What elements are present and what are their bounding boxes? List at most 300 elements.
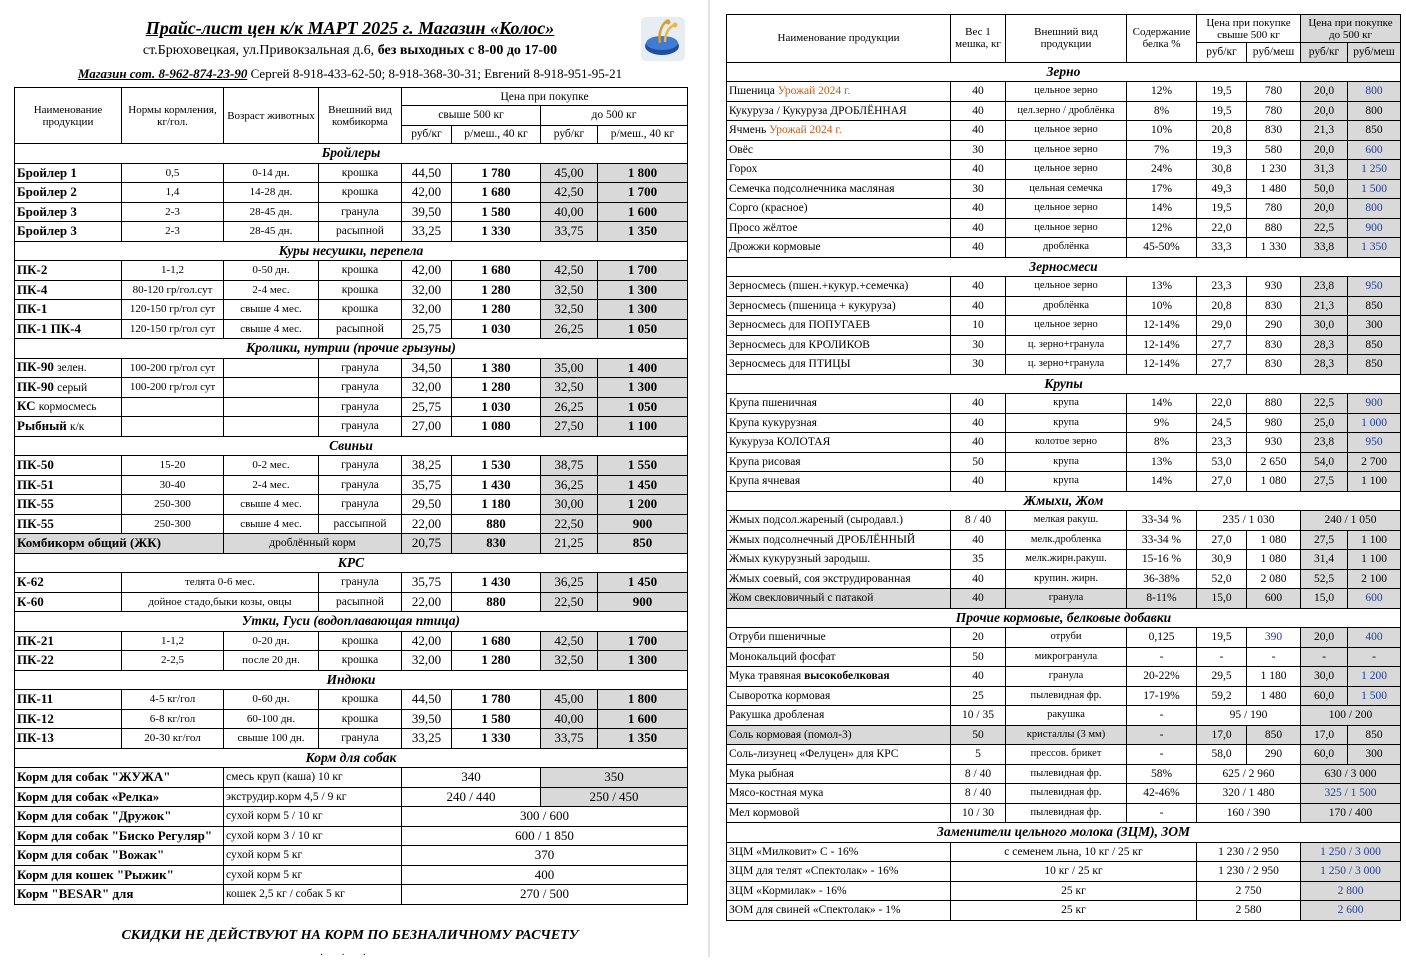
animal-age: 0-14 дн. <box>224 163 319 183</box>
price-upto500-kg: 21,3 <box>1301 121 1348 141</box>
price-over500-kg: 33,25 <box>402 729 452 749</box>
price-upto500-kg: 22,50 <box>541 514 598 534</box>
table-row <box>15 865 688 885</box>
col-header-age: Возраст животных <box>224 88 319 144</box>
product-look: пылевидная фр. <box>1006 686 1127 706</box>
product-look: пылевидная фр. <box>1006 803 1127 823</box>
bag-weight: 8 / 40 <box>951 764 1006 784</box>
bag-weight: 10 / 30 <box>951 803 1006 823</box>
price-upto500-kg: 27,5 <box>1301 472 1348 492</box>
feeding-norms: 2-3 <box>122 222 224 242</box>
table-row <box>727 355 1401 375</box>
shop-phone: Магазин сот. 8-962-874-23-90 <box>77 66 248 81</box>
product-name-main: ПК-90 <box>17 359 58 375</box>
bag-weight: 25 <box>951 686 1006 706</box>
protein-content: 0,125 <box>1127 628 1197 648</box>
price-upto500-kg: 33,8 <box>1301 238 1348 258</box>
price-upto500-bag: 850 <box>1348 296 1401 316</box>
animal-age: после 20 дн. <box>224 651 319 671</box>
price-over500-kg: 44,50 <box>402 163 452 183</box>
col-header-unit: руб/меш <box>1247 43 1301 63</box>
price-over500-bag: 390 <box>1247 628 1301 648</box>
animal-age <box>224 397 319 417</box>
section-row <box>15 436 688 456</box>
section-title: Утки, Гуси (водоплавающая птица) <box>15 612 688 632</box>
table-row <box>727 784 1401 804</box>
table-row <box>727 803 1401 823</box>
price-upto500-bag: 850 <box>1348 725 1401 745</box>
animal-age: свыше 100 дн. <box>224 729 319 749</box>
table-row <box>727 686 1401 706</box>
product-name: Жом свекловичный с патакой <box>727 589 951 609</box>
table-row <box>727 667 1401 687</box>
product-name-sub: кормосмесь <box>38 401 97 414</box>
table-row <box>15 592 688 612</box>
protein-content: 45-50% <box>1127 238 1197 258</box>
price-upto500-bag: 800 <box>1348 101 1401 121</box>
table-row <box>15 885 688 905</box>
price-upto500-bag: 1 100 <box>1348 530 1401 550</box>
protein-content: 12-14% <box>1127 335 1197 355</box>
price-upto500-bag: 800 <box>1348 199 1401 219</box>
price-over500-kg: 39,50 <box>402 202 452 222</box>
animal-age: свыше 4 мес. <box>224 300 319 320</box>
feed-look: рассыпной <box>319 514 402 534</box>
product-name: Бройлер 1 <box>15 163 122 183</box>
price-upto500-kg: 21,25 <box>541 534 598 554</box>
product-look: цельное зерно <box>1006 160 1127 180</box>
table-row <box>727 101 1401 121</box>
price-upto500-kg: 27,50 <box>541 417 598 437</box>
price: 270 / 500 <box>402 885 688 905</box>
bag-weight: 8 / 40 <box>951 784 1006 804</box>
protein-content: 42-46% <box>1127 784 1197 804</box>
animal-age: 0-50 дн. <box>224 261 319 281</box>
price-upto500-bag: 900 <box>1348 394 1401 414</box>
protein-content: 10% <box>1127 296 1197 316</box>
bag-weight: 50 <box>951 725 1006 745</box>
price-upto500-bag: 1 700 <box>598 261 688 281</box>
bag-weight: 40 <box>951 199 1006 219</box>
product-look: мелкая ракуш. <box>1006 511 1127 531</box>
table-row <box>727 218 1401 238</box>
product-name-sub: к/к <box>69 420 85 433</box>
price-upto500: 325 / 1 500 <box>1301 784 1401 804</box>
product-name: Жмых кукурузный зародыш. <box>727 550 951 570</box>
price-over500-bag: 880 <box>452 592 541 612</box>
price-upto500: 1 250 / 3 000 <box>1301 862 1401 882</box>
price-over500-kg: 15,0 <box>1197 589 1247 609</box>
price-over500-bag: 1 180 <box>1247 667 1301 687</box>
price-over500: 1 230 / 2 950 <box>1197 842 1301 862</box>
price-over500-kg: 53,0 <box>1197 452 1247 472</box>
price-upto500-bag: 850 <box>1348 121 1401 141</box>
price-over500-bag: 780 <box>1247 199 1301 219</box>
table-row <box>15 163 688 183</box>
product-name: К-60 <box>15 592 122 612</box>
price-upto500-kg: 36,25 <box>541 573 598 593</box>
product-look: кристаллы (3 мм) <box>1006 725 1127 745</box>
section-row <box>15 144 688 164</box>
price-upto500-kg: 22,5 <box>1301 394 1348 414</box>
price-upto500-kg: 42,50 <box>541 631 598 651</box>
product-name-main: Пшеница <box>729 85 778 98</box>
feed-look: крошка <box>319 651 402 671</box>
price-upto500-kg: 33,75 <box>541 222 598 242</box>
price-over500-kg: - <box>1197 647 1247 667</box>
feed-look: крошка <box>319 163 402 183</box>
protein-content: - <box>1127 706 1197 726</box>
bag-weight: 40 <box>951 667 1006 687</box>
table-row <box>727 647 1401 667</box>
product-look: цельное зерно <box>1006 218 1127 238</box>
product-name <box>15 378 122 398</box>
col-header-unit: руб/кг <box>1301 43 1348 63</box>
price-upto500-bag: 1 600 <box>598 709 688 729</box>
price-upto500-kg: 23,8 <box>1301 433 1348 453</box>
product-name <box>727 82 951 102</box>
feed-look: гранула <box>319 202 402 222</box>
price-over500-kg: 19,3 <box>1197 140 1247 160</box>
product-name: К-62 <box>15 573 122 593</box>
price-upto500-kg: 50,0 <box>1301 179 1348 199</box>
price-upto500-bag: 1 450 <box>598 475 688 495</box>
price-over500-bag: 1 180 <box>452 495 541 515</box>
price-upto500-kg: 25,0 <box>1301 413 1348 433</box>
product-look: крупа <box>1006 452 1127 472</box>
feed-look: гранула <box>319 456 402 476</box>
price-upto500-kg: 22,5 <box>1301 218 1348 238</box>
product-name-highlight: высокобелковая <box>804 670 890 683</box>
section-row <box>15 670 688 690</box>
price-over500-bag: 1 530 <box>452 456 541 476</box>
price-upto500-kg: 31,3 <box>1301 160 1348 180</box>
price-over500-bag: 1 080 <box>1247 472 1301 492</box>
product-name: ПК-13 <box>15 729 122 749</box>
product-look: цельное зерно <box>1006 140 1127 160</box>
price-over500: 240 / 440 <box>402 787 541 807</box>
price-upto500-kg: 32,50 <box>541 378 598 398</box>
product-look: с семенем льна, 10 кг / 25 кг <box>951 842 1197 862</box>
product-name: Монокальций фосфат <box>727 647 951 667</box>
price-upto500-bag: 850 <box>1348 355 1401 375</box>
price-upto500-bag: 1 400 <box>598 358 688 378</box>
price-over500-bag: 1 330 <box>1247 238 1301 258</box>
price-over500-kg: 22,0 <box>1197 218 1247 238</box>
price-upto500-kg: 20,0 <box>1301 101 1348 121</box>
product-name: Соль кормовая (помол-3) <box>727 725 951 745</box>
animal-age: 0-60 дн. <box>224 690 319 710</box>
price-over500-kg: 42,00 <box>402 631 452 651</box>
price-over500-bag: 1 430 <box>452 573 541 593</box>
price-over500-kg: 29,0 <box>1197 316 1247 336</box>
protein-content: 24% <box>1127 160 1197 180</box>
price-over500-kg: 38,25 <box>402 456 452 476</box>
feed-look: гранула <box>319 417 402 437</box>
price-over500-bag: 1 030 <box>452 319 541 339</box>
product-name: Семечка подсолнечника масляная <box>727 179 951 199</box>
product-name: ПК-50 <box>15 456 122 476</box>
kolos-logo-icon <box>640 16 686 62</box>
product-name: Мука рыбная <box>727 764 951 784</box>
discount-notice: СКИДКИ НЕ ДЕЙСТВУЮТ НА КОРМ ПО БЕЗНАЛИЧНОМУ РАСЧЕТУ <box>121 928 579 943</box>
feeding-norms: 2-2,5 <box>122 651 224 671</box>
product-name-main: Мука травяная <box>729 670 805 683</box>
col-header-unit: р/меш., 40 кг <box>598 125 688 143</box>
protein-content: 13% <box>1127 277 1197 297</box>
product-look: цел.зерно / дроблёнка <box>1006 101 1127 121</box>
protein-content: 17% <box>1127 179 1197 199</box>
table-row <box>727 569 1401 589</box>
product-name <box>15 358 122 378</box>
price-over500: 625 / 2 960 <box>1197 764 1301 784</box>
price-upto500-kg: 38,75 <box>541 456 598 476</box>
price-over500-kg: 35,75 <box>402 573 452 593</box>
price-over500-bag: 1 480 <box>1247 686 1301 706</box>
price-over500-kg: 24,5 <box>1197 413 1247 433</box>
table-row <box>15 456 688 476</box>
section-title: Кролики, нутрии (прочие грызуны) <box>15 339 688 359</box>
price-over500-kg: 33,25 <box>402 222 452 242</box>
price-upto500-bag: 1 700 <box>598 183 688 203</box>
table-row <box>727 764 1401 784</box>
price-over500: 160 / 390 <box>1197 803 1301 823</box>
col-header-unit: руб/кг <box>1197 43 1247 63</box>
bag-weight: 50 <box>951 647 1006 667</box>
bag-weight: 40 <box>951 160 1006 180</box>
price-over500-bag: 830 <box>452 534 541 554</box>
price-upto500-kg: 22,50 <box>541 592 598 612</box>
product-name: Дрожжи кормовые <box>727 238 951 258</box>
product-look: пылевидная фр. <box>1006 764 1127 784</box>
protein-content: 9% <box>1127 413 1197 433</box>
product-look: 25 кг <box>951 901 1197 921</box>
product-name: ПК-21 <box>15 631 122 651</box>
price-upto500-bag: 900 <box>598 592 688 612</box>
feeding-norms: 80-120 гр/гол.сут <box>122 280 224 300</box>
price-over500-kg: 35,75 <box>402 475 452 495</box>
price-upto500-kg: 17,0 <box>1301 725 1348 745</box>
product-name-sub: зелен. <box>57 362 87 375</box>
animal-age: 60-100 дн. <box>224 709 319 729</box>
feeding-norms: 100-200 гр/гол сут <box>122 358 224 378</box>
table-row <box>727 179 1401 199</box>
price-upto500-kg: 26,25 <box>541 319 598 339</box>
product-name: Жмых подсол.жареный (сыродавл.) <box>727 511 951 531</box>
feed-look: сухой корм 5 / 10 кг <box>224 807 402 827</box>
table-row <box>15 319 688 339</box>
price-upto500-kg: 30,00 <box>541 495 598 515</box>
table-row <box>727 842 1401 862</box>
price-over500: 2 750 <box>1197 881 1301 901</box>
animal-age: 2-4 мес. <box>224 280 319 300</box>
product-name: ПК-1 <box>15 300 122 320</box>
price-upto500-bag: 1 300 <box>598 378 688 398</box>
protein-content: 8% <box>1127 101 1197 121</box>
feeding-norms: 1-1,2 <box>122 261 224 281</box>
feed-look: сухой корм 3 / 10 кг <box>224 826 402 846</box>
protein-content: 12% <box>1127 218 1197 238</box>
table-row <box>727 881 1401 901</box>
product-name: Бройлер 3 <box>15 202 122 222</box>
price-upto500-kg: 35,00 <box>541 358 598 378</box>
feeding-norms: 250-300 <box>122 495 224 515</box>
animal-age: 14-28 дн. <box>224 183 319 203</box>
price-over500-bag: 980 <box>1247 413 1301 433</box>
price-over500: 95 / 190 <box>1197 706 1301 726</box>
table-row <box>15 280 688 300</box>
feeding-norms: 0,5 <box>122 163 224 183</box>
price-over500-bag: 1 280 <box>452 280 541 300</box>
product-look: дроблёнка <box>1006 296 1127 316</box>
feed-look: крошка <box>319 709 402 729</box>
price-over500-kg: 23,3 <box>1197 277 1247 297</box>
price-upto500-bag: 850 <box>598 534 688 554</box>
section-title: Индюки <box>15 670 688 690</box>
price-over500-bag: 1 580 <box>452 709 541 729</box>
price-upto500-kg: 27,5 <box>1301 530 1348 550</box>
price-over500-bag: 1 680 <box>452 261 541 281</box>
feed-look: дроблённый корм <box>224 534 402 554</box>
feed-look: гранула <box>319 475 402 495</box>
product-name: Корм для собак "Вожак" <box>15 846 224 866</box>
table-row <box>15 807 688 827</box>
product-name: Корм для собак «Релка» <box>15 787 224 807</box>
product-name <box>15 397 122 417</box>
col-header-over500: свыше 500 кг <box>402 106 541 126</box>
price-upto500-kg: 20,0 <box>1301 140 1348 160</box>
section-title: Корм для собак <box>15 748 688 768</box>
product-name: Мясо-костная мука <box>727 784 951 804</box>
product-name: Бройлер 3 <box>15 222 122 242</box>
product-name: ПК-2 <box>15 261 122 281</box>
animal-age: 2-4 мес. <box>224 475 319 495</box>
price-over500-kg: 30,9 <box>1197 550 1247 570</box>
price-upto500: 250 / 450 <box>541 787 688 807</box>
price-upto500-bag: 1 100 <box>598 417 688 437</box>
price-upto500-bag: 300 <box>1348 316 1401 336</box>
table-row <box>727 316 1401 336</box>
section-row <box>15 553 688 573</box>
section-title: Заменители цельного молока (ЗЦМ), ЗОМ <box>727 823 1401 843</box>
price-upto500-bag: 1 100 <box>1348 550 1401 570</box>
protein-content: - <box>1127 725 1197 745</box>
product-name: Корм для собак "Дружок" <box>15 807 224 827</box>
product-name: ПК-11 <box>15 690 122 710</box>
feed-look: гранула <box>319 397 402 417</box>
price-over500-bag: 1 080 <box>1247 530 1301 550</box>
price-over500-kg: 42,00 <box>402 261 452 281</box>
section-title: Куры несушки, перепела <box>15 241 688 261</box>
price-over500-bag: 1 230 <box>1247 160 1301 180</box>
price-over500-kg: 32,00 <box>402 378 452 398</box>
product-look: мелк.жирн.ракуш. <box>1006 550 1127 570</box>
section-row <box>727 374 1401 394</box>
bag-weight: 20 <box>951 628 1006 648</box>
price-over500: 320 / 1 480 <box>1197 784 1301 804</box>
price-upto500-bag: 1 050 <box>598 319 688 339</box>
shop-address <box>14 43 686 59</box>
bag-weight: 40 <box>951 433 1006 453</box>
price-upto500-bag: 1 000 <box>1348 413 1401 433</box>
section-title: Бройлеры <box>15 144 688 164</box>
price-upto500-kg: - <box>1301 647 1348 667</box>
price-over500-kg: 19,5 <box>1197 628 1247 648</box>
product-name: Корм "BESAR" для <box>15 885 224 905</box>
product-name: Комбикорм общий (ЖК) <box>15 534 224 554</box>
product-name <box>15 417 122 437</box>
price-over500-bag: 290 <box>1247 745 1301 765</box>
feeding-norms: 4-5 кг/гол <box>122 690 224 710</box>
product-name: ПК-22 <box>15 651 122 671</box>
product-name: Жмых соевый, соя экструдированная <box>727 569 951 589</box>
opening-hours: без выходных с 8-00 до 17-00 <box>377 43 558 58</box>
bag-weight: 40 <box>951 82 1006 102</box>
feeding-norms: 1,4 <box>122 183 224 203</box>
feed-look: расыпной <box>319 222 402 242</box>
table-row <box>15 514 688 534</box>
product-name-main: Рыбный <box>17 417 70 433</box>
product-name: Кукуруза / Кукуруза ДРОБЛЁННАЯ <box>727 101 951 121</box>
feeding-norms <box>122 397 224 417</box>
product-look: отруби <box>1006 628 1127 648</box>
price-over500-bag: 880 <box>452 514 541 534</box>
product-look: 25 кг <box>951 881 1197 901</box>
product-look: пылевидная фр. <box>1006 784 1127 804</box>
price-over500-kg: 19,5 <box>1197 101 1247 121</box>
page-title: Прайс-лист цен к/к МАРТ 2025 г. Магазин «Колос» <box>145 18 555 38</box>
product-name: Соль-лизунец «Фелуцен» для КРС <box>727 745 951 765</box>
price-over500-bag: 830 <box>1247 355 1301 375</box>
animal-age: 0-20 дн. <box>224 631 319 651</box>
product-name: ПК-1 ПК-4 <box>15 319 122 339</box>
page-separator <box>708 0 710 957</box>
price-upto500-kg: 42,50 <box>541 261 598 281</box>
bag-weight: 50 <box>951 452 1006 472</box>
table-row <box>15 300 688 320</box>
product-name: ЗЦМ для телят «Спектолак» - 16% <box>727 862 951 882</box>
protein-content: 7% <box>1127 140 1197 160</box>
feed-look: экструдир.корм 4,5 / 9 кг <box>224 787 402 807</box>
table-row <box>727 472 1401 492</box>
table-row <box>727 199 1401 219</box>
product-look: ц. зерно+гранула <box>1006 335 1127 355</box>
product-name: Отруби пшеничные <box>727 628 951 648</box>
price-over500-kg: 20,75 <box>402 534 452 554</box>
price-upto500: 2 600 <box>1301 901 1401 921</box>
price-over500-bag: 1 030 <box>452 397 541 417</box>
price-upto500-bag: 600 <box>1348 589 1401 609</box>
section-row <box>727 823 1401 843</box>
price-over500-bag: 1 330 <box>452 729 541 749</box>
feeding-norms: 250-300 <box>122 514 224 534</box>
price-over500-kg: 39,50 <box>402 709 452 729</box>
table-row <box>15 651 688 671</box>
table-row <box>727 511 1401 531</box>
table-row <box>727 238 1401 258</box>
product-name-main: КС <box>17 398 39 414</box>
animal-age: свыше 4 мес. <box>224 319 319 339</box>
table-row <box>727 550 1401 570</box>
price-over500-bag: 930 <box>1247 433 1301 453</box>
col-header-norms: Нормы кормления, кг/гол. <box>122 88 224 144</box>
price-over500-kg: 19,5 <box>1197 199 1247 219</box>
price-upto500-bag: 1 500 <box>1348 179 1401 199</box>
price-over500: 235 / 1 030 <box>1197 511 1301 531</box>
price-over500-kg: 17,0 <box>1197 725 1247 745</box>
price-over500-kg: 30,8 <box>1197 160 1247 180</box>
table-row <box>727 530 1401 550</box>
